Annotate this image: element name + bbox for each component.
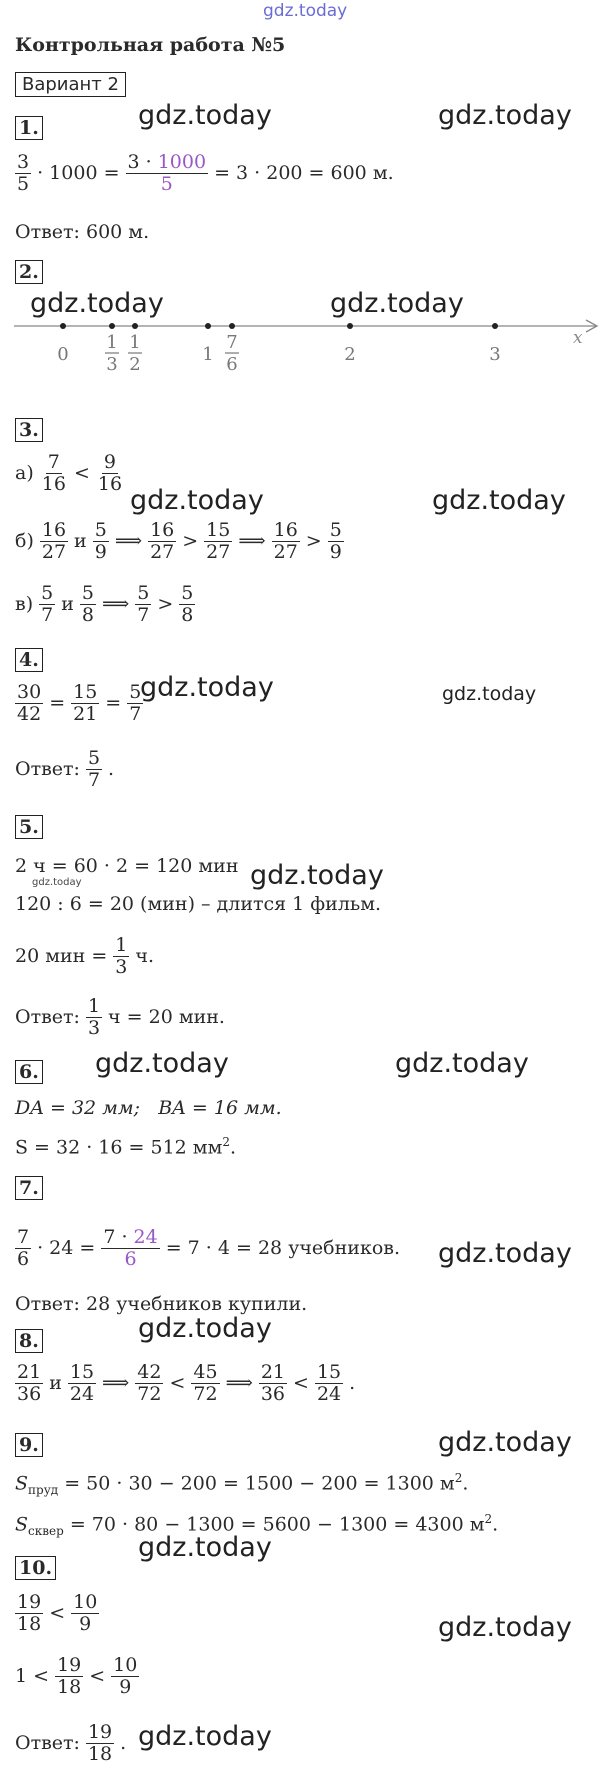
fraction: $\frac{3}{5}$ bbox=[17, 151, 30, 195]
fraction: $\frac{5}{9}$ bbox=[329, 519, 342, 563]
task-7-answer: Ответ: 28 учебников купили. bbox=[15, 1293, 308, 1315]
watermark: gdz.today bbox=[138, 100, 272, 131]
task-10-answer: Ответ: $\frac{19}{18}$ . bbox=[15, 1721, 127, 1765]
tick-label: 2 bbox=[344, 344, 356, 365]
fraction: $\frac{16}{27}$ bbox=[273, 519, 298, 563]
fraction: $\frac{5}{7}$ bbox=[87, 747, 101, 791]
fraction: $\frac{16}{27}$ bbox=[150, 519, 175, 563]
task-6-line-1: DA = 32 мм; BA = 16 мм. bbox=[15, 1097, 282, 1119]
watermark: gdz.today bbox=[32, 877, 82, 888]
task-number-6: 6. bbox=[15, 1060, 43, 1084]
watermark: gdz.today bbox=[432, 485, 566, 516]
task-5-line-1: 2 ч = 60 · 2 = 120 мин bbox=[15, 855, 239, 877]
page-title: Контрольная работа №5 bbox=[15, 34, 286, 56]
task-5-line-3: 20 мин = $\frac{1}{3}$ ч. bbox=[15, 934, 154, 978]
task-6-line-2: S = 32 · 16 = 512 $мм^2$. bbox=[15, 1135, 237, 1159]
task-10-inequality: 1 < $\frac{19}{18}$ < $\frac{10}{9}$ bbox=[15, 1654, 138, 1698]
tick-label: 3 bbox=[106, 354, 118, 375]
task-number-2: 2. bbox=[15, 260, 43, 284]
task-7-equation: $\frac{7}{6}$ · 24 = $\frac{7 \cdot 24}{6}$ = 7 · 4 = 28 учебников. bbox=[17, 1226, 400, 1270]
watermark: gdz.today bbox=[95, 1048, 229, 1079]
fraction: $\frac{21}{36}$ bbox=[260, 1361, 286, 1405]
fraction: $\frac{1}{3}$ bbox=[115, 934, 128, 978]
number-line-point bbox=[492, 323, 498, 329]
task-3-part-c: в) $\frac{5}{7}$ и $\frac{5}{8}$ ⟹ $\frac{5}{7}$ > $\frac{5}{8}$ bbox=[15, 582, 194, 626]
watermark: gdz.today bbox=[138, 1721, 272, 1752]
number-line-point bbox=[109, 323, 115, 329]
fraction: $\frac{5}{8}$ bbox=[81, 582, 94, 626]
task-5-answer: Ответ: $\frac{1}{3}$ ч = 20 мин. bbox=[15, 995, 225, 1039]
task-5-line-2: 120 : 6 = 20 (мин) – длится 1 фильм. bbox=[15, 893, 382, 915]
watermark: gdz.today bbox=[438, 100, 572, 131]
fraction: $\frac{1}{3}$ bbox=[87, 995, 101, 1039]
fraction: $\frac{30}{42}$ bbox=[17, 681, 42, 725]
number-line-point bbox=[132, 323, 138, 329]
fraction: $\frac{42}{72}$ bbox=[137, 1361, 162, 1405]
task-number-9: 9. bbox=[15, 1433, 43, 1457]
tick-label: 6 bbox=[226, 354, 238, 375]
task-4-equation: $\frac{30}{42}$ = $\frac{15}{21}$ = $\frac{5}{7}$ bbox=[17, 681, 142, 725]
number-line-point bbox=[205, 323, 211, 329]
task-4-answer: Ответ: $\frac{5}{7}$ . bbox=[15, 747, 115, 791]
fraction: $\frac{10}{9}$ bbox=[73, 1591, 98, 1635]
fraction: $\frac{15}{24}$ bbox=[316, 1361, 342, 1405]
fraction: $\frac{45}{72}$ bbox=[193, 1361, 218, 1405]
watermark: gdz.today bbox=[263, 1, 348, 21]
fraction: $\frac{5}{7}$ bbox=[129, 681, 142, 725]
watermark: gdz.today bbox=[140, 672, 274, 703]
watermark: gdz.today bbox=[130, 485, 264, 516]
task-8-comparison: $\frac{21}{36}$ и $\frac{15}{24}$ ⟹ $\frac{42}{72}$ < $\frac{45}{72}$ ⟹ $\frac{21}{36}$ < $\frac{15}{24}$ . bbox=[17, 1361, 356, 1405]
number-line-point bbox=[347, 323, 353, 329]
task-9-line-2: $S_{сквер} = 70 \cdot 80 - 1300 = 5600 - 1300 = 4300$ $м^2$. bbox=[15, 1512, 499, 1539]
task-number-8: 8. bbox=[15, 1329, 43, 1353]
number-line-point bbox=[60, 323, 66, 329]
fraction: $\frac{10}{9}$ bbox=[113, 1654, 138, 1698]
fraction: $\frac{5}{9}$ bbox=[94, 519, 107, 563]
task-3-part-b: б) $\frac{16}{27}$ и $\frac{5}{9}$ ⟹ $\frac{16}{27}$ > $\frac{15}{27}$ ⟹ $\frac{16}{27}$ > $\frac{5}{9}$ bbox=[15, 519, 342, 563]
fraction: $\frac{9}{16}$ bbox=[97, 451, 123, 495]
task-number-7: 7. bbox=[15, 1176, 43, 1200]
task-3-part-a: а) $\frac{7}{16}$ < $\frac{9}{16}$ bbox=[15, 451, 123, 495]
tick-label: 1 bbox=[202, 344, 214, 365]
fraction: $\frac{21}{36}$ bbox=[17, 1361, 42, 1405]
task-number-1: 1. bbox=[15, 116, 43, 140]
number-line-ticks bbox=[57, 323, 500, 375]
fraction: $\frac{5}{7}$ bbox=[41, 582, 54, 626]
fraction: $\frac{7}{16}$ bbox=[41, 451, 66, 495]
watermark: gdz.today bbox=[438, 1612, 572, 1643]
task-number-5: 5. bbox=[15, 815, 43, 839]
tick-label: 7 bbox=[226, 332, 238, 353]
fraction: $\frac{5}{7}$ bbox=[137, 582, 150, 626]
watermark: gdz.today bbox=[138, 1313, 272, 1344]
fraction: $\frac{15}{27}$ bbox=[206, 519, 231, 563]
fraction: $\frac{5}{8}$ bbox=[181, 582, 194, 626]
fraction: $\frac{19}{18}$ bbox=[17, 1591, 42, 1635]
watermark: gdz.today bbox=[442, 683, 537, 705]
task-number-10: 10. bbox=[15, 1556, 56, 1580]
watermark: gdz.today bbox=[330, 288, 464, 319]
task-1-answer: Ответ: 600 м. bbox=[15, 221, 150, 243]
fraction: $\frac{19}{18}$ bbox=[57, 1654, 82, 1698]
fraction: $\frac{7}{6}$ bbox=[17, 1226, 30, 1270]
watermark: gdz.today bbox=[30, 288, 164, 319]
task-9-line-1: $S_{пруд} = 50 \cdot 30 - 200 = 1500 - 200 = 1300$ $м^2$. bbox=[15, 1471, 469, 1498]
task-1-equation: $\frac{3}{5}$ · 1000 = $\frac{3 \cdot 1000}{5}$ = 3 · 200 = 600 м. bbox=[17, 151, 394, 195]
task-number-4: 4. bbox=[15, 648, 43, 672]
tick-label: 3 bbox=[489, 344, 501, 365]
axis-label: x bbox=[573, 328, 583, 348]
fraction: $\frac{15}{24}$ bbox=[69, 1361, 95, 1405]
fraction: $\frac{7 \cdot 24}{6}$ bbox=[103, 1226, 158, 1270]
watermark: gdz.today bbox=[438, 1238, 572, 1269]
variant-label: Вариант 2 bbox=[15, 72, 126, 97]
tick-label: 2 bbox=[129, 354, 141, 375]
tick-label: 1 bbox=[106, 332, 118, 353]
watermark: gdz.today bbox=[250, 860, 384, 891]
task-number-3: 3. bbox=[15, 418, 43, 442]
task-10-comparison: $\frac{19}{18}$ < $\frac{10}{9}$ bbox=[17, 1591, 98, 1635]
watermark: gdz.today bbox=[395, 1048, 529, 1079]
watermark: gdz.today bbox=[138, 1532, 272, 1563]
number-line-point bbox=[229, 323, 235, 329]
fraction: $\frac{16}{27}$ bbox=[41, 519, 67, 563]
watermark: gdz.today bbox=[438, 1427, 572, 1458]
fraction: $\frac{15}{21}$ bbox=[73, 681, 98, 725]
tick-label: 0 bbox=[57, 344, 69, 365]
fraction: $\frac{3 \cdot 1000}{5}$ bbox=[127, 151, 207, 195]
number-line bbox=[0, 310, 610, 390]
fraction: $\frac{19}{18}$ bbox=[87, 1721, 113, 1765]
tick-label: 1 bbox=[129, 332, 141, 353]
